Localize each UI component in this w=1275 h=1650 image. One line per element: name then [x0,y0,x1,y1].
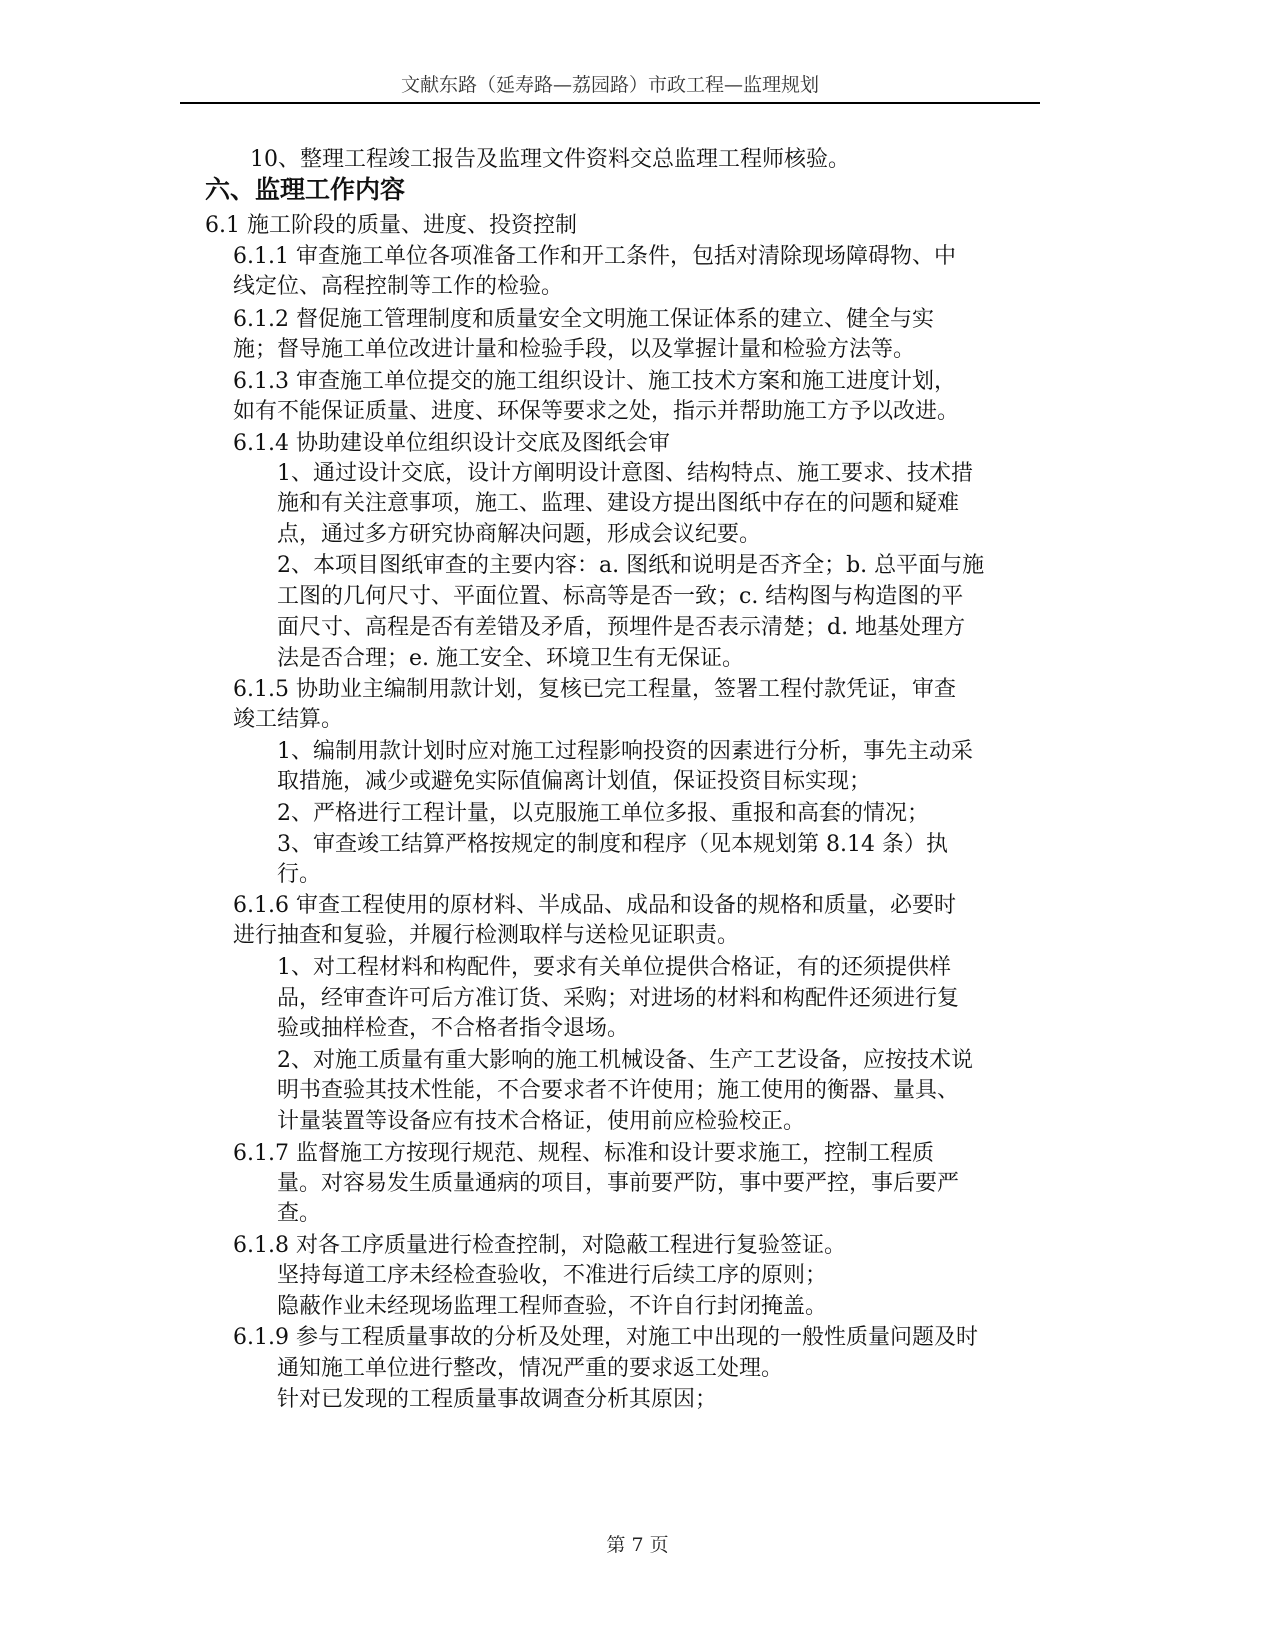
list-item: 1、对工程材料和构配件，要求有关单位提供合格证，有的还须提供样 [277,955,951,980]
clause-6-1-9: 6.1.9 参与工程质量事故的分析及处理，对施工中出现的一般性质量问题及时 [233,1325,978,1350]
header-divider [180,102,1040,104]
text-line: 点，通过多方研究协商解决问题，形成会议纪要。 [277,522,762,547]
text-line: 行。 [277,862,322,887]
list-item: 1、编制用款计划时应对施工过程影响投资的因素进行分析，事先主动采 [277,739,973,764]
text-line: 明书查验其技术性能，不合要求者不许使用；施工使用的衡器、量具、 [277,1078,960,1103]
list-item: 2、本项目图纸审查的主要内容：a. 图纸和说明是否齐全；b. 总平面与施 [277,553,985,578]
text-line: 取措施，减少或避免实际值偏离计划值，保证投资目标实现； [277,769,872,794]
clause-6-1-1: 6.1.1 审查施工单位各项准备工作和开工条件，包括对清除现场障碍物、中 [233,244,956,269]
clause-6-1-2: 6.1.2 督促施工管理制度和质量安全文明施工保证体系的建立、健全与实 [233,307,934,332]
list-item: 3、审查竣工结算严格按规定的制度和程序（见本规划第 8.14 条）执 [277,832,948,857]
text-line: 验或抽样检查，不合格者指令退场。 [277,1016,630,1041]
text-line: 品，经审查许可后方准订货、采购；对进场的材料和构配件还须进行复 [277,986,960,1011]
text-line: 线定位、高程控制等工作的检验。 [233,274,564,299]
text-line: 进行抽查和复验，并履行检测取样与送检见证职责。 [233,923,740,948]
page-number: 第 7 页 [606,1534,669,1556]
list-item: 1、通过设计交底，设计方阐明设计意图、结构特点、施工要求、技术措 [277,461,973,486]
text-line: 竣工结算。 [233,707,344,732]
page-header-title: 文献东路（延寿路—荔园路）市政工程—监理规划 [400,74,819,96]
list-item: 2、严格进行工程计量，以克服施工单位多报、重报和高套的情况； [277,801,929,826]
clause-6-1-4: 6.1.4 协助建设单位组织设计交底及图纸会审 [233,431,670,456]
text-line: 隐蔽作业未经现场监理工程师查验，不许自行封闭掩盖。 [277,1294,828,1319]
text-line: 计量装置等设备应有技术合格证，使用前应检验校正。 [277,1109,806,1134]
clause-6-1-3: 6.1.3 审查施工单位提交的施工组织设计、施工技术方案和施工进度计划， [233,369,956,394]
text-line: 施和有关注意事项，施工、监理、建设方提出图纸中存在的问题和疑难 [277,491,960,516]
text-line: 查。 [277,1201,322,1226]
text-line: 通知施工单位进行整改，情况严重的要求返工处理。 [277,1356,784,1381]
text-line: 坚持每道工序未经检查验收，不准进行后续工序的原则； [277,1263,828,1288]
list-item: 2、对施工质量有重大影响的施工机械设备、生产工艺设备，应按技术说 [277,1048,973,1073]
clause-6-1-8: 6.1.8 对各工序质量进行检查控制，对隐蔽工程进行复验签证。 [233,1233,846,1258]
clause-6-1-5: 6.1.5 协助业主编制用款计划，复核已完工程量，签署工程付款凭证，审查 [233,677,956,702]
text-line: 10、整理工程竣工报告及监理文件资料交总监理工程师核验。 [250,147,850,172]
text-line: 施；督导施工单位改进计量和检验手段，以及掌握计量和检验方法等。 [233,337,916,362]
text-line: 量。对容易发生质量通病的项目，事前要严防，事中要严控，事后要严 [277,1171,960,1196]
subsection-title: 6.1 施工阶段的质量、进度、投资控制 [205,213,577,238]
section-heading: 六、监理工作内容 [205,175,406,204]
text-line: 针对已发现的工程质量事故调查分析其原因； [277,1387,718,1412]
text-line: 法是否合理；e. 施工安全、环境卫生有无保证。 [277,646,745,671]
clause-6-1-7: 6.1.7 监督施工方按现行规范、规程、标准和设计要求施工，控制工程质 [233,1141,934,1166]
text-line: 工图的几何尺寸、平面位置、标高等是否一致；c. 结构图与构造图的平 [277,584,964,609]
clause-6-1-6: 6.1.6 审查工程使用的原材料、半成品、成品和设备的规格和质量，必要时 [233,893,956,918]
text-line: 如有不能保证质量、进度、环保等要求之处，指示并帮助施工方予以改进。 [233,399,960,424]
text-line: 面尺寸、高程是否有差错及矛盾，预埋件是否表示清楚；d. 地基处理方 [277,615,966,640]
